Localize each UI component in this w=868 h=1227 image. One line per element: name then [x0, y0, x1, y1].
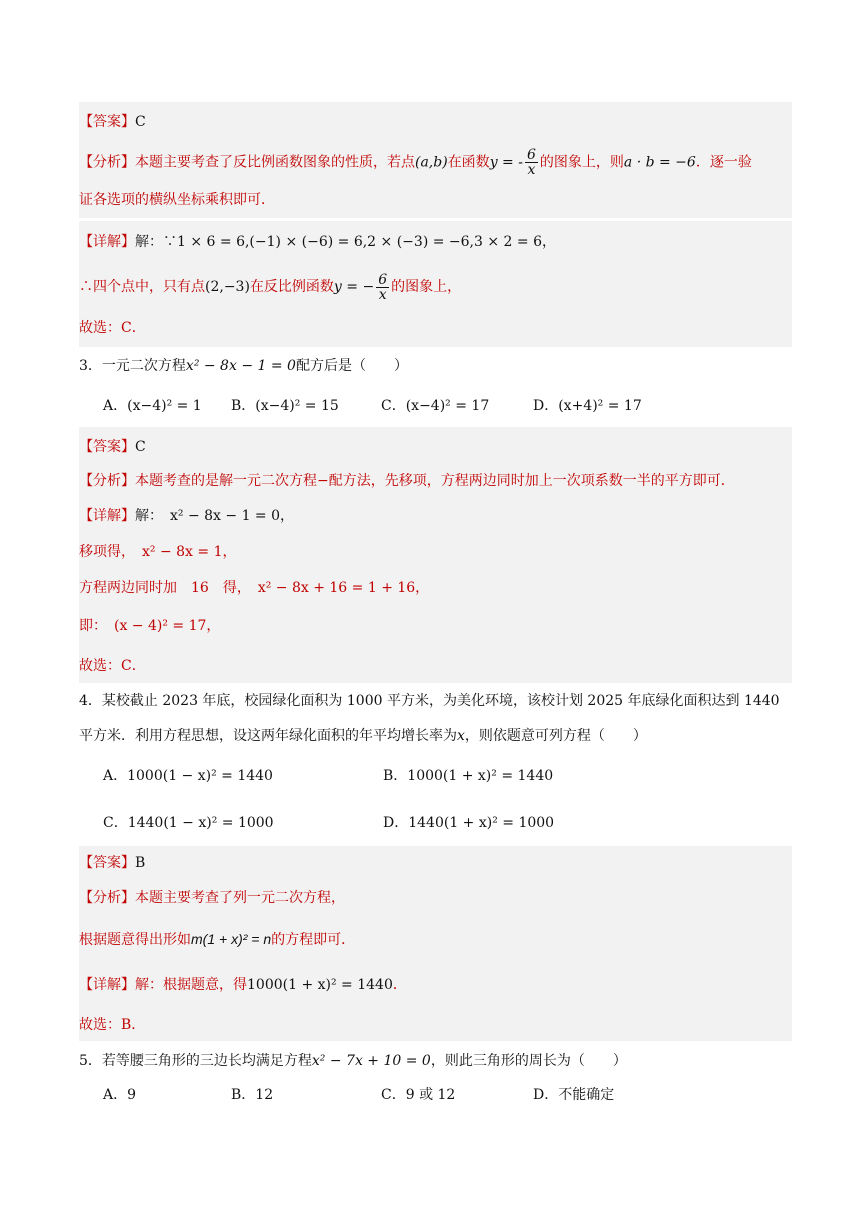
q3-analysis: [79, 471, 735, 491]
analysis-text: ．逐一验: [695, 154, 752, 171]
math: y = −: [333, 279, 375, 295]
q2-analysis-line-1: [79, 148, 752, 177]
stem-text: 5．若等腰三角形的三边长均满足方程: [79, 1053, 312, 1069]
stem-text: 3．一元二次方程: [79, 358, 186, 374]
q3-option-d[interactable]: D．(x+4)² = 17: [533, 398, 642, 414]
answer-value: B: [135, 855, 146, 871]
q5-option-c[interactable]: C．9 或 12: [381, 1087, 456, 1103]
q4-option-b[interactable]: B．1000(1 + x)² = 1440: [383, 768, 554, 784]
q5-option-a[interactable]: A．9: [103, 1087, 137, 1103]
stem-text: ，则依题意可列方程（ ）: [464, 728, 647, 744]
analysis-text: 的方程即可．: [271, 932, 356, 948]
q4-option-d[interactable]: D．1440(1 + x)² = 1000: [383, 815, 555, 831]
analysis-label: 【分析】: [79, 473, 135, 489]
analysis-text: 根据题意得出形如: [79, 932, 191, 948]
q5-stem: [79, 1051, 627, 1071]
q5-option-d[interactable]: D．不能确定: [533, 1087, 615, 1103]
q3-stem: [79, 356, 408, 376]
detail-text: ∴四个点中，只有点: [79, 279, 205, 295]
q4-stem-line-2: [79, 726, 647, 746]
q2-conclusion: 故选：C．: [79, 320, 146, 336]
q4-analysis-line-2: [79, 929, 355, 950]
q4-stem-line-1: 4．某校截止 2023 年底，校园绿化面积为 1000 平方米，为美化环境，该校计划 2025 年底绿化面积达到 1440: [79, 693, 780, 709]
q5-option-b[interactable]: B．12: [231, 1087, 274, 1103]
stem-text: 平方米．利用方程思想，设这两年绿化面积的年平均增长率为: [79, 728, 457, 744]
q2-detail-line-2: [79, 272, 461, 302]
q4-detail: [79, 975, 407, 995]
math: (a,b): [415, 154, 448, 171]
detail-text: 解：∵1 × 6 = 6,(−1) × (−6) = 6,2 × (−3) = −6,3 × 2 = 6，: [135, 234, 556, 250]
fraction-denominator: x: [527, 162, 536, 178]
stem-text: ，则此三角形的周长为（ ）: [430, 1053, 627, 1069]
analysis-text: 在函数: [447, 154, 490, 171]
q2-answer: [79, 112, 146, 132]
math: a · b = −6: [623, 154, 696, 171]
analysis-label: 【分析】: [79, 890, 135, 906]
analysis-text: 本题主要考查了反比例函数图象的性质，若点: [135, 154, 415, 171]
q3-conclusion: 故选：C．: [79, 658, 146, 674]
q3-option-b[interactable]: B．(x−4)² = 15: [231, 398, 339, 414]
q3-option-a[interactable]: A．(x−4)² = 1: [103, 398, 202, 414]
answer-value: C: [135, 114, 146, 130]
detail-text: 的图象上，: [391, 279, 462, 295]
answer-label: 【答案】: [79, 439, 135, 455]
math: x² − 8x − 1 = 0: [185, 358, 296, 374]
q2-detail-line-1: [79, 232, 556, 252]
analysis-text: 本题主要考查了列一元二次方程，: [135, 890, 345, 906]
math: x² − 7x + 10 = 0: [311, 1053, 431, 1069]
fraction: [376, 273, 389, 302]
math: m(1 + x)² = n: [191, 931, 272, 947]
q3-detail-line-1: [79, 506, 294, 526]
detail-label: 【详解】: [79, 234, 135, 250]
q4-answer: [79, 853, 145, 873]
q3-detail-line-2: 移项得， x² − 8x = 1，: [79, 544, 237, 560]
q3-option-c[interactable]: C．(x−4)² = 17: [381, 398, 490, 414]
analysis-text: 的图象上，则: [539, 154, 624, 171]
analysis-text: 本题考查的是解一元二次方程−配方法，先移项，方程两边同时加上一次项系数一半的平方即可．: [135, 473, 735, 489]
math: x: [457, 728, 465, 744]
detail-text: 解：根据题意，得: [135, 977, 247, 993]
math: 1000(1 + x)² = 1440: [247, 977, 393, 993]
detail-label: 【详解】: [79, 977, 135, 993]
detail-text: 解： x² − 8x − 1 = 0，: [135, 508, 295, 524]
answer-label: 【答案】: [79, 114, 135, 130]
q4-option-c[interactable]: C．1440(1 − x)² = 1000: [103, 815, 274, 831]
q3-detail-line-4: 即： (x − 4)² = 17，: [79, 618, 221, 634]
fraction-denominator: x: [378, 286, 387, 303]
fraction-numerator: 6: [378, 271, 388, 288]
stem-text: 配方后是（ ）: [295, 358, 408, 374]
q4-conclusion: 故选：B．: [79, 1017, 146, 1033]
math: (2,−3): [205, 279, 250, 295]
q2-analysis-line-2: 证各选项的横纵坐标乘积即可．: [79, 192, 275, 208]
analysis-label: 【分析】: [79, 154, 135, 171]
fraction-numerator: 6: [526, 147, 536, 163]
q3-answer: [79, 437, 146, 457]
q4-option-a[interactable]: A．1000(1 − x)² = 1440: [103, 768, 273, 784]
fraction: [525, 148, 538, 177]
answer-label: 【答案】: [79, 855, 135, 871]
detail-label: 【详解】: [79, 508, 135, 524]
answer-value: C: [135, 439, 146, 455]
math: y = -: [489, 154, 523, 171]
q3-detail-line-3: 方程两边同时加 16 得， x² − 8x + 16 = 1 + 16，: [79, 580, 430, 596]
q4-analysis-line-1: [79, 888, 345, 908]
detail-text: ．: [392, 977, 407, 993]
detail-text: 在反比例函数: [249, 279, 334, 295]
